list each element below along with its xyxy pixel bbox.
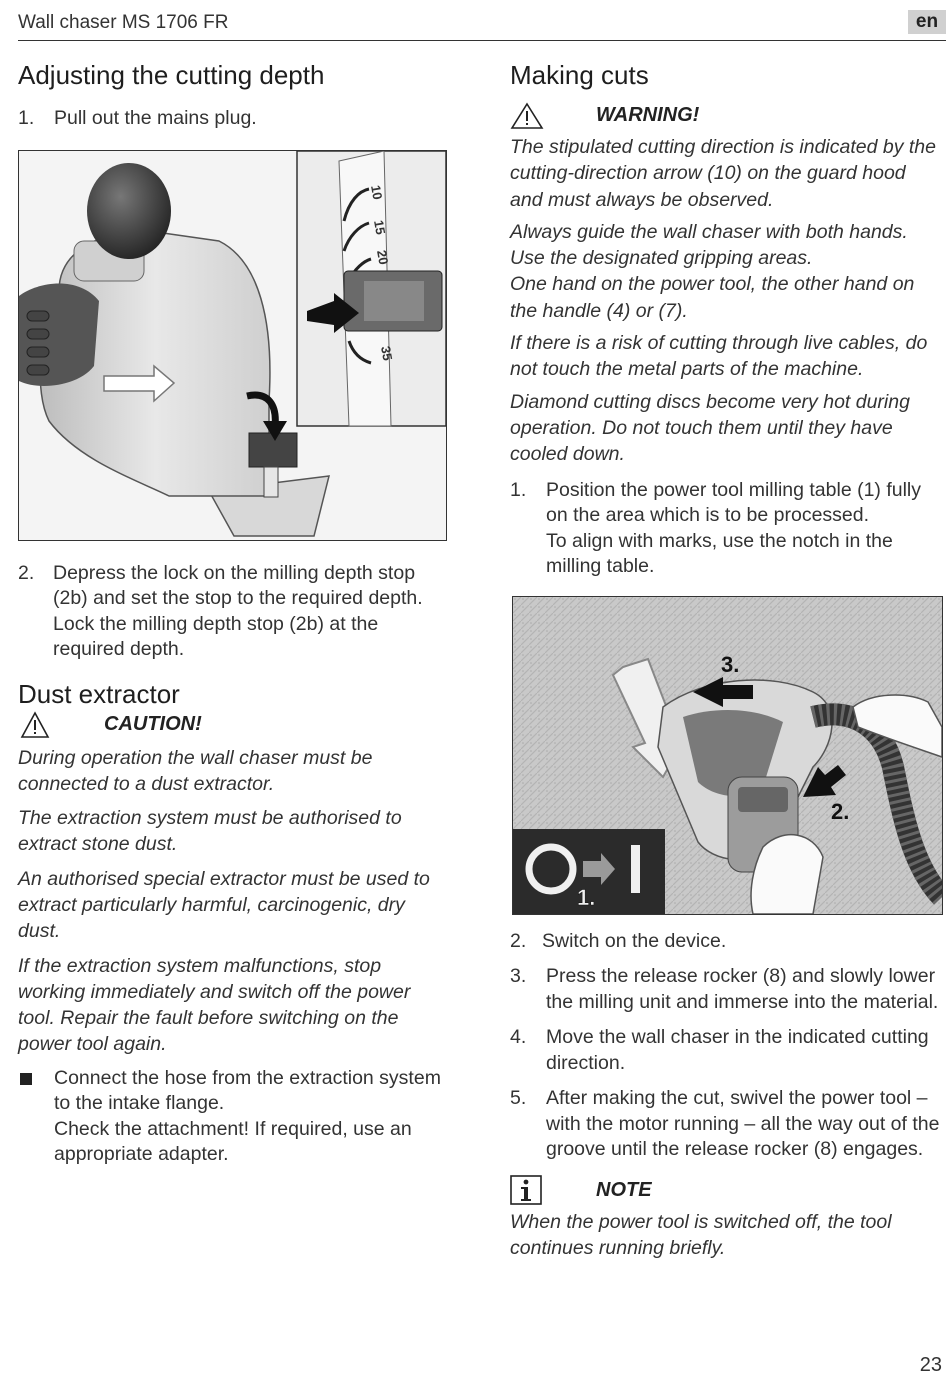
step-text: Depress the lock on the milling depth stop (2b) and set the stop to the required depth. Lock the milling depth stop (2b) at the required depth.: [53, 561, 423, 660]
step-text: After making the cut, swivel the power tool – with the motor running – all the way out of the groove until the release rocker (8) engages.: [546, 1087, 940, 1161]
bullet-connect-hose: [18, 1066, 450, 1168]
step-number: 3.: [510, 965, 527, 988]
warning-label: WARNING!: [596, 104, 700, 126]
scale-label-15: 15: [371, 218, 389, 236]
caution-label: CAUTION!: [104, 712, 202, 735]
figure-label-2: 2.: [831, 798, 850, 824]
step-number: 5.: [510, 1087, 527, 1110]
step-text: Move the wall chaser in the indicated cutting direction.: [546, 1026, 929, 1074]
step-1-pull-plug: [18, 106, 450, 132]
caution-paragraph-1: During operation the wall chaser must be connected to a dust extractor.: [18, 746, 373, 795]
step-2-switch-on: [510, 929, 942, 955]
step-number: 2.: [510, 929, 527, 952]
note-text: When the power tool is switched off, the tool continues running briefly.: [510, 1210, 892, 1259]
language-badge: en: [908, 10, 946, 34]
step-number: 2.: [18, 561, 35, 584]
step-5-swivel-out: [510, 1086, 942, 1163]
note-label: NOTE: [596, 1178, 652, 1201]
info-icon: [510, 1175, 542, 1205]
figure-cutting-depth: [18, 150, 447, 541]
warning-paragraph-3: One hand on the power tool, the other hand on the handle (4) or (7).: [510, 273, 915, 322]
bullet-text-2: Check the attachment! If required, use an appropriate adapter.: [54, 1117, 412, 1166]
section-heading-making-cuts: Making cuts: [510, 60, 649, 90]
caution-row: [18, 711, 450, 741]
page-header: [18, 10, 946, 41]
step-2-depth-stop: [18, 561, 450, 663]
right-column: [510, 58, 942, 1261]
step-number: 4.: [510, 1026, 527, 1049]
section-heading-dust-extractor: Dust extractor: [18, 678, 180, 709]
warning-triangle-icon: [20, 711, 50, 739]
warning-triangle-icon: [510, 102, 544, 130]
caution-paragraph-2: The extraction system must be authorised to extract stone dust.: [18, 807, 402, 856]
step-4-move-chaser: [510, 1025, 942, 1076]
switch-on-icon: [631, 845, 640, 893]
handle-knob-shape: [87, 163, 171, 259]
warning-paragraph-2: Always guide the wall chaser with both hands. Use the designated gripping areas.: [510, 220, 908, 270]
bullet-text-1: Connect the hose from the extraction system to the intake flange.: [54, 1066, 441, 1115]
warning-paragraph-1: The stipulated cutting direction is indicated by the cutting-direction arrow (10) on the guard hood and must always be observed.: [510, 136, 937, 211]
left-column: [18, 58, 450, 1168]
scale-label-10: 10: [368, 183, 386, 201]
cutting-depth-illustration: [19, 151, 446, 540]
scale-label-35: 35: [378, 344, 396, 362]
step-text: Switch on the device.: [542, 929, 727, 952]
warning-row: [510, 102, 942, 132]
inset-stop-face-shape: [364, 281, 424, 321]
bullet-square-icon: [20, 1073, 32, 1085]
step-1-position-tool: [510, 478, 942, 580]
step-number: 1.: [510, 478, 527, 501]
scale-label-20: 20: [374, 248, 392, 266]
step-text-2: To align with marks, use the notch in the milling table.: [546, 529, 893, 578]
section-heading-cutting-depth: Adjusting the cutting depth: [18, 60, 325, 90]
depth-stop-block-shape: [249, 433, 297, 467]
warning-paragraph-4: If there is a risk of cutting through live cables, do not touch the metal parts of the machine.: [510, 332, 928, 381]
step-text: Pull out the mains plug.: [54, 107, 257, 129]
step-text: Position the power tool milling table (1) fully on the area which is to be processed.: [546, 478, 922, 527]
figure-label-1: 1.: [577, 884, 596, 910]
step-3-release-rocker: [510, 964, 942, 1015]
step-number: 1.: [18, 107, 35, 129]
making-cuts-illustration: [513, 597, 942, 914]
warning-paragraph-5: Diamond cutting discs become very hot during operation. Do not touch them until they have cooled down.: [510, 390, 910, 466]
depth-stop-rod-shape: [264, 467, 278, 497]
page-number: 23: [919, 1354, 942, 1376]
figure-label-3: 3.: [721, 651, 740, 677]
document-title: Wall chaser MS 1706 FR: [18, 12, 229, 33]
caution-paragraph-3: An authorised special extractor must be used to extract particularly harmful, carcinogenic, dry dust.: [18, 867, 430, 943]
caution-paragraph-4: If the extraction system malfunctions, stop working immediately and switch off the power tool. Repair the fault before switching on the power tool again.: [18, 954, 411, 1056]
step-text: Press the release rocker (8) and slowly lower the milling unit and immerse into the material.: [546, 965, 939, 1013]
note-row: [510, 1175, 942, 1207]
figure-making-cuts: [512, 596, 943, 915]
